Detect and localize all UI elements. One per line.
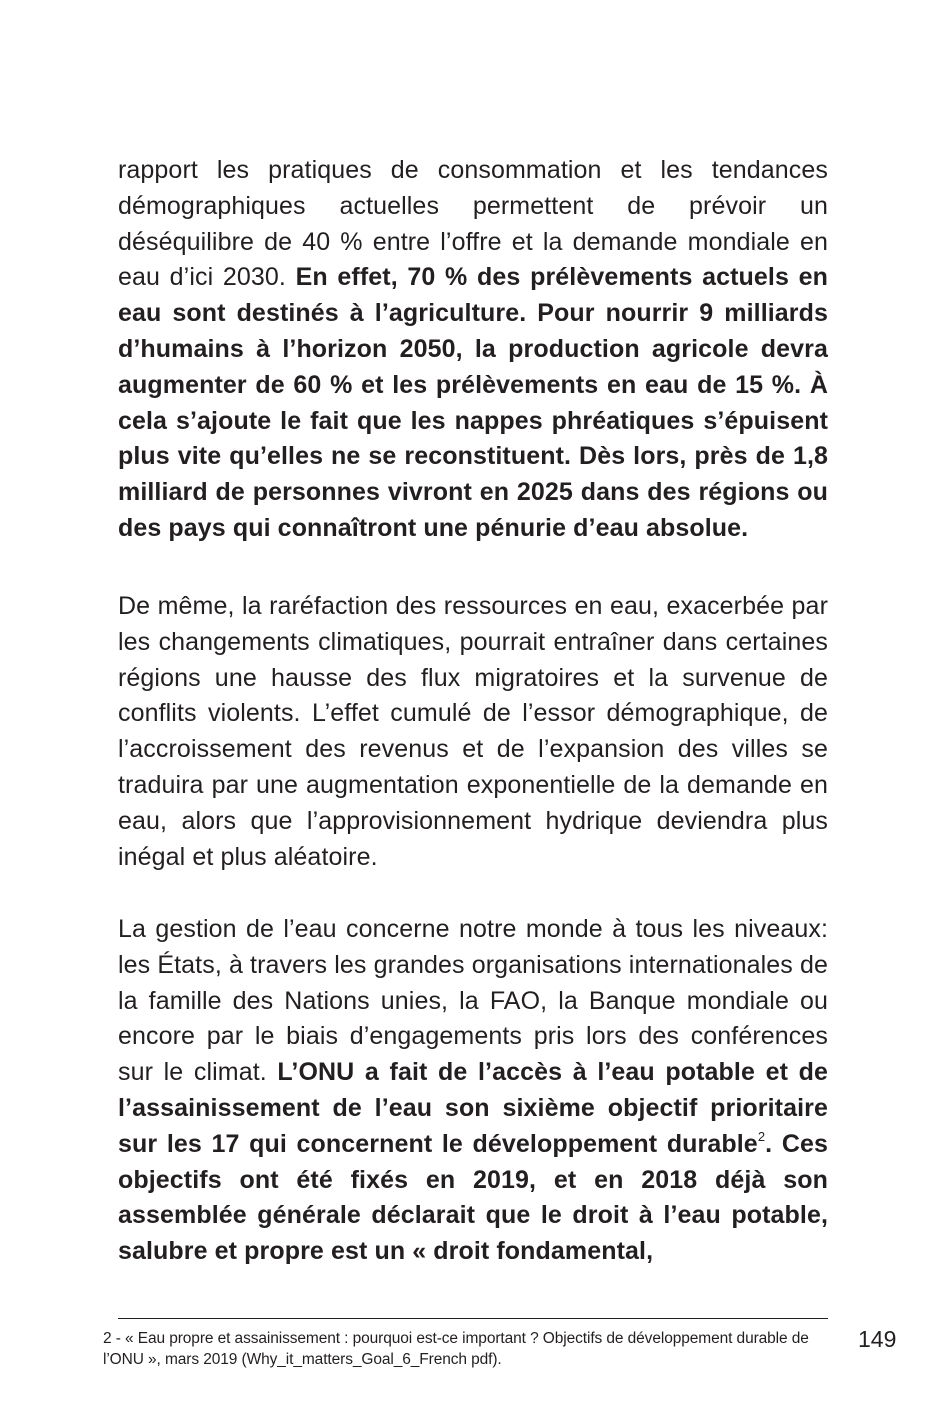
paragraph-2	[118, 589, 828, 875]
paragraph-3-bold-text: L’ONU a fait de l’accès à l’eau potable et de l’assainissement de l’eau son sixième objectif prioritaire sur les 17 qui concernent le développement durable	[118, 1058, 828, 1158]
paragraph-1-bold-text: En effet, 70 % des prélèvements actuels en eau sont destinés à l’agriculture. Pour nourrir 9 milliards d’humains à l’horizon 2050, la production agricole devra augmenter de 60 % et les prélèvements en eau de 15 %. À cela s’ajoute le fait que les nappes phréatiques s’épuisent plus vite qu’elles ne se reconstituent. Dès lors, près de 1,8 milliard de personnes vivront en 2025 dans des régions ou des pays qui connaîtront une pénurie d’eau absolue.	[118, 263, 829, 542]
paragraph-3-bold-text-continued: . Ces objectifs ont été fixés en 2019, et en 2018 déjà son assemblée générale déclarait que le droit à l’eau potable, salubre et propre est un « droit fondamental,	[118, 1129, 828, 1266]
footnote-divider	[118, 1318, 828, 1319]
paragraph-1	[118, 153, 828, 547]
footnote: 2 - « Eau propre et assainissement : pourquoi est-ce important ? Objectifs de développement durable de l’ONU », mars 2019 (Why_it_matters_Goal_6_French pdf).	[103, 1330, 809, 1368]
paragraph-1-regular-text: rapport les pratiques de consommation et les tendances démographiques actuelles permettent de prévoir un déséquilibre de 40 % entre l’offre et la demande mondiale en eau d’ici 2030.	[118, 156, 828, 292]
page-number: 149	[858, 1326, 897, 1352]
paragraph-3-regular-text: La gestion de l’eau concerne notre monde à tous les niveaux: les États, à travers les grandes organisations internationales de la famille des Nations unies, la FAO, la Banque mondiale ou encore par le biais d’engagements pris lors des conférences sur le climat.	[118, 915, 828, 1087]
paragraph-3	[118, 912, 828, 1270]
footnote-reference[interactable]: 2	[757, 1128, 766, 1144]
paragraph-2-text: De même, la raréfaction des ressources en eau, exacerbée par les changements climatiques, pourrait entraîner dans certaines régions une hausse des flux migratoires et la survenue de conflits violents. L’effet cumulé de l’essor démographique, de l’accroissement des revenus et de l’expansion des villes se traduira par une augmentation exponentielle de la demande en eau, alors que l’approvisionnement hydrique deviendra plus inégal et plus aléatoire.	[118, 592, 828, 871]
